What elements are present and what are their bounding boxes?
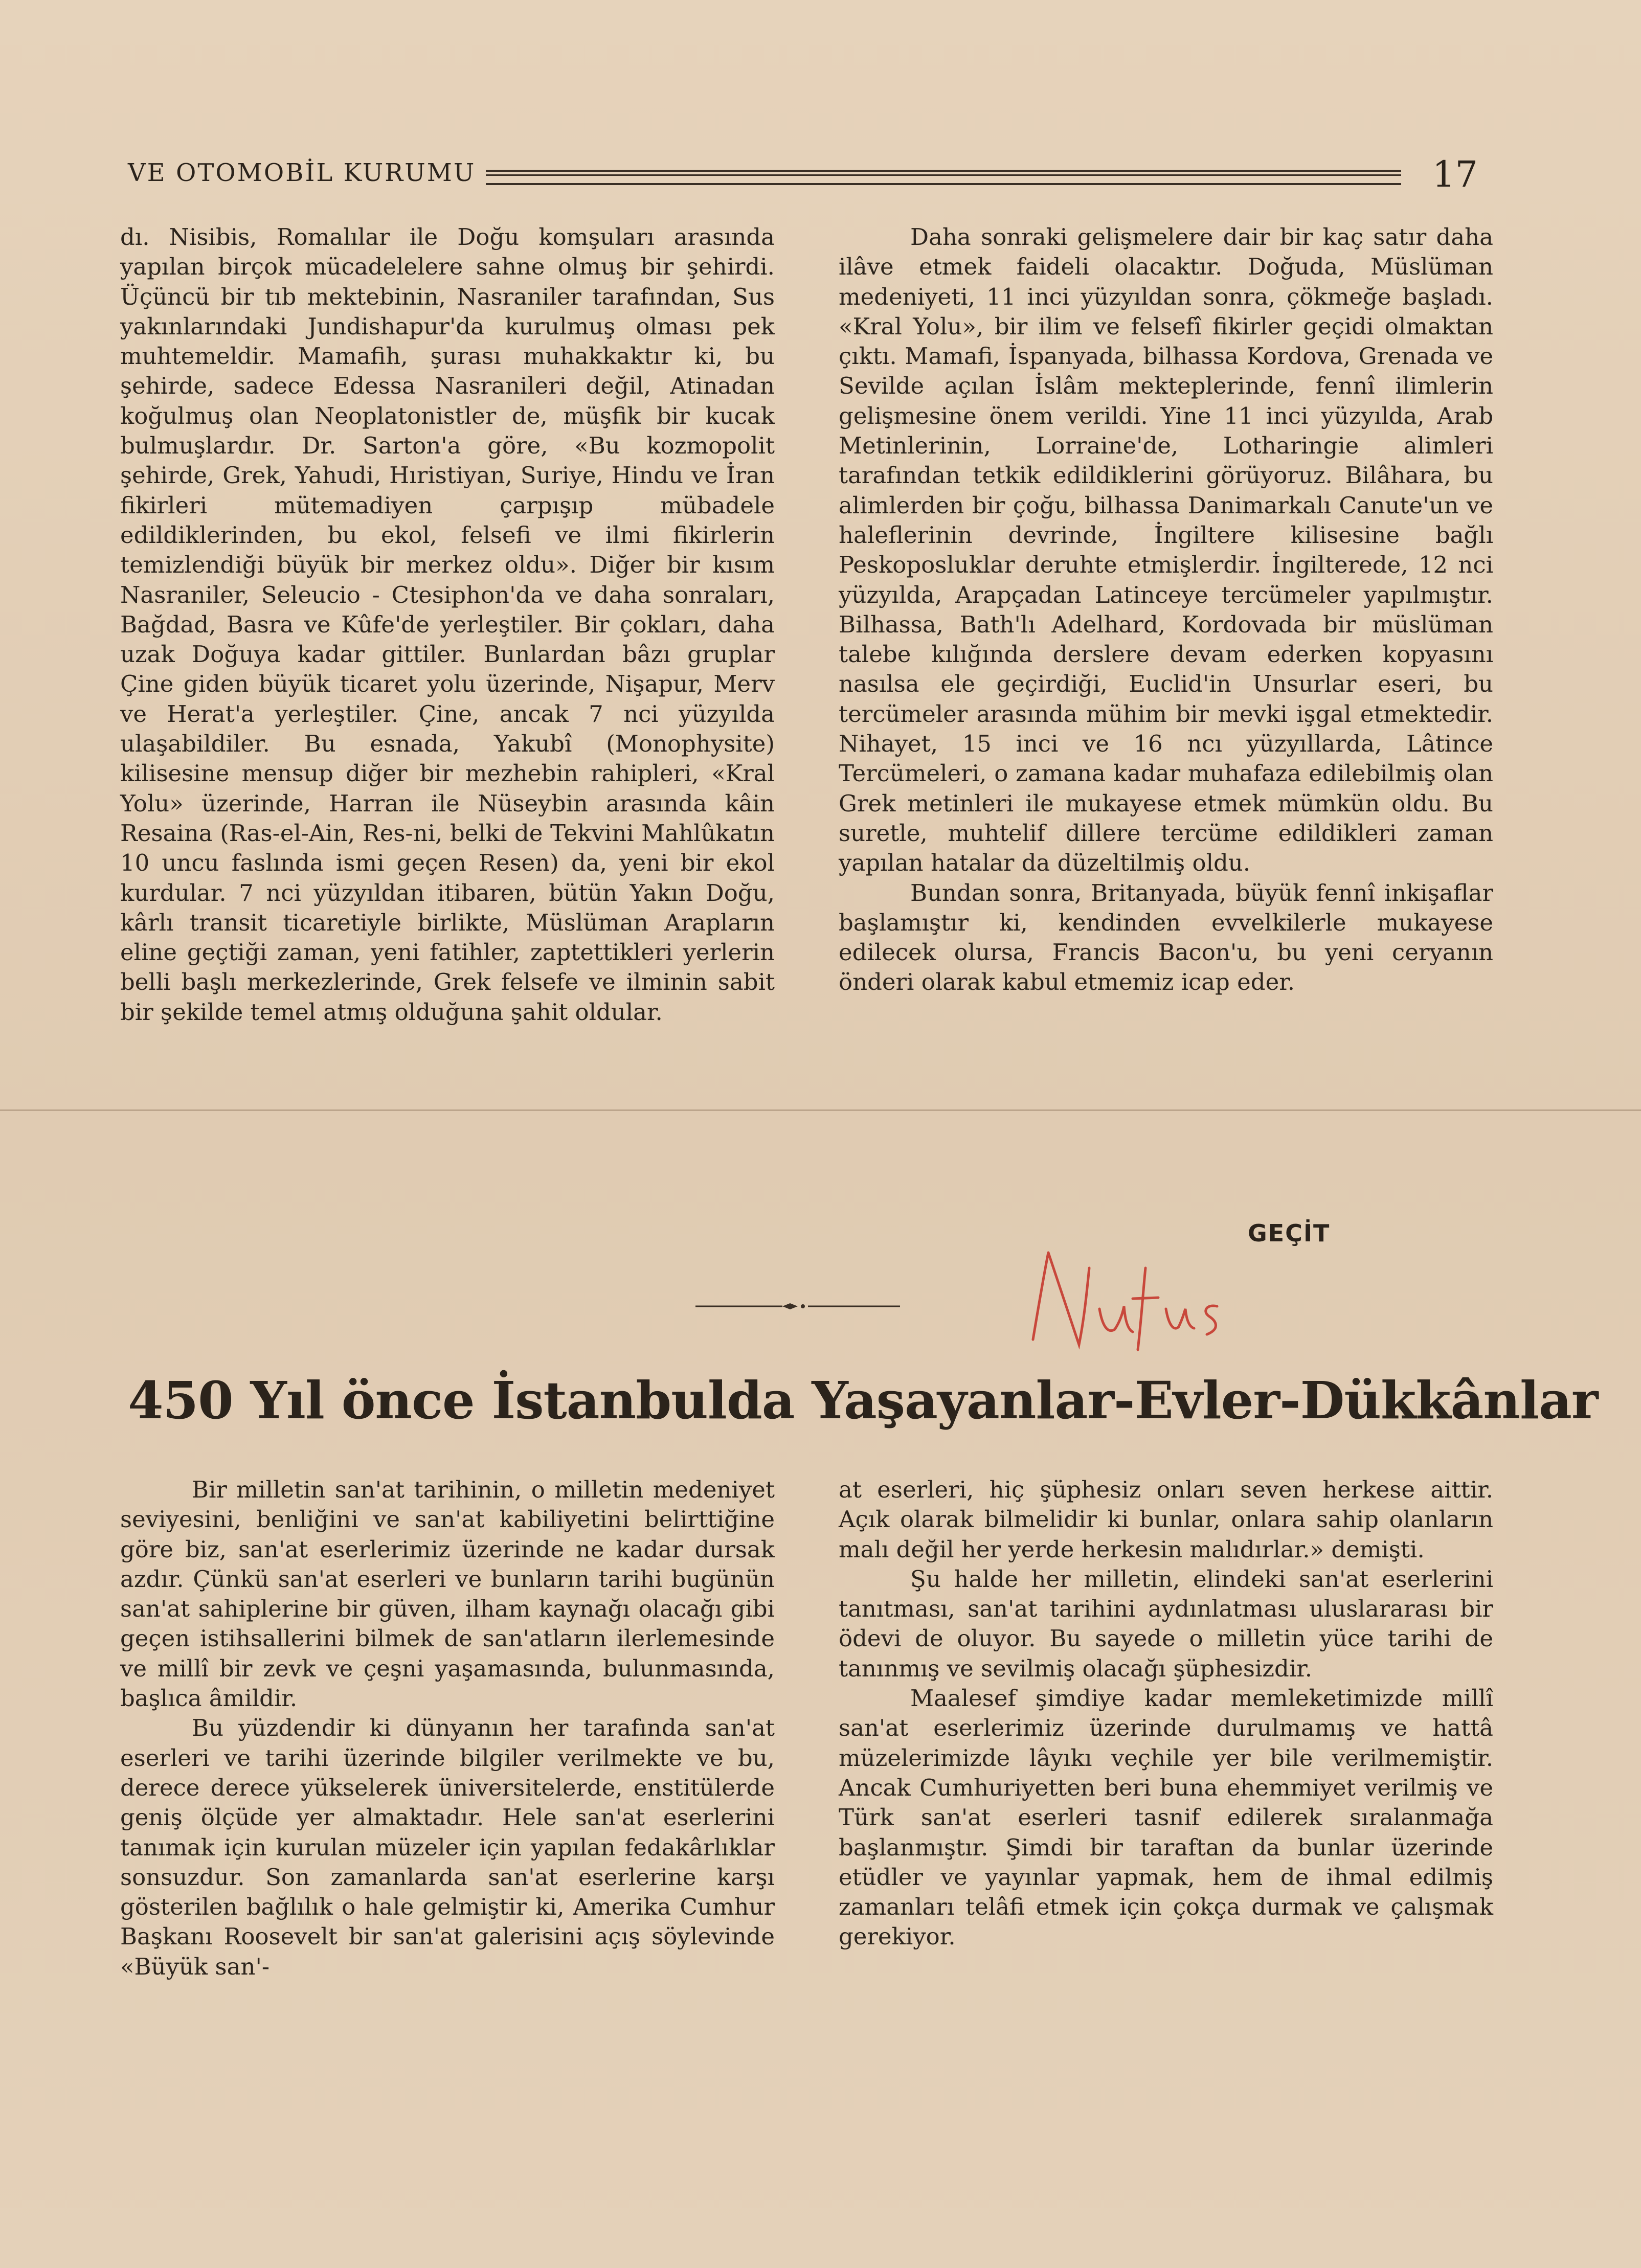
bottom-article-right-column <box>839 1475 1493 2191</box>
paragraph: Şu halde her milletin, elindeki san'at eserlerini tanıtması, san'at tarihini aydınlatması uluslararası bir ödevi de oluyor. Bu sayede o milletin yüce tarihi de tanınmış ve sevilmiş olacağı şüphesizdir. <box>839 1565 1493 1682</box>
page-header <box>128 153 1478 194</box>
section-divider-ornament <box>695 1301 900 1311</box>
top-article-right-column <box>839 222 1493 1224</box>
article-title: 450 Yıl önce İstanbulda Yaşayanlar-Evler-Dükkânlar <box>128 1370 1598 1431</box>
top-article-left-column <box>120 222 775 1255</box>
paragraph: Maalesef şimdiye kadar memleketimizde millî san'at eserlerimiz üzerinde durulmamış ve hattâ müzelerimizde lâyıkı veçhile yer bile verilmemiştir. Ancak Cumhuriyetten beri buna ehemmiyet verilmiş ve Türk san'at eserleri tasnif edilerek sıralanmağa başlanmıştır. Şimdi bir taraftan da bunlar üzerinde etüdler ve yayınlar yapmak, hem de ihmal edilmiş zamanları telâfi etmek için çokça durmak ve çalışmak gerekiyor. <box>839 1685 1493 1951</box>
handwritten-note <box>1023 1237 1238 1360</box>
running-header-title: VE OTOMOBİL KURUMU <box>128 158 476 187</box>
paragraph: dı. Nisibis, Romalılar ile Doğu komşuları arasında yapılan birçok mücadelelere sahne olmuş bir şehirdi. Üçüncü bir tıb mektebinin, Nasraniler tarafından, Sus yakınlarındaki Jundishapur'da kurulmuş olması pek muhtemeldir. Mamafih, şurası muhakkaktır ki, bu şehirde, sadece Edessa Nasranileri değil, Atinadan koğulmuş olan Neoplatonistler de, müşfik bir kucak bulmuşlardır. Dr. Sarton'a göre, «Bu kozmopolit şehirde, Grek, Yahudi, Hıristiyan, Suriye, Hindu ve İran fikirleri mütemadiyen çarpışıp mübadele edildiklerinden, bu ekol, felsefi ve ilmi fikirlerin temizlendiği büyük bir merkez oldu». Diğer bir kısım Nasraniler, Seleucio - Ctesiphon'da ve daha sonraları, Bağdad, Basra ve Kûfe'de yerleştiler. Bir çokları, daha uzak Doğuya kadar gittiler. Bunlardan bâzı gruplar Çine giden büyük ticaret yolu üzerinde, Nişapur, Merv ve Herat'a yerleştiler. Çine, ancak 7 nci yüzyılda ulaşabildiler. Bu esnada, Yakubî (Monophysite) kilisesine mensup diğer bir mezhebin rahipleri, «Kral Yolu» üzerinde, Harran ile Nüseybin arasında kâin Resaina (Ras-el-Ain, Res-ni, belki de Tekvini Mahlûkatın 10 uncu faslında ismi geçen Resen) da, yeni bir ekol kurdular. 7 nci yüzyıldan itibaren, bütün Yakın Doğu, kârlı transit ticaretiyle birlikte, Müslüman Arapların eline geçtiği zaman, yeni fatihler, zaptettikleri yerlerin belli başlı merkezlerinde, Grek felsefe ve ilminin sabit bir şekilde temel atmış olduğuna şahit oldular. <box>120 223 775 1026</box>
paragraph: Bir milletin san'at tarihinin, o milletin medeniyet seviyesini, benliğini ve san'at kabiliyetini belirttiğine göre biz, san'at eserlerimiz üzerinde ne kadar dursak azdır. Çünkü san'at eserleri ve bunların tarihi bugünün san'at sahiplerine bir güven, ilham kaynağı olacağı gibi geçen istihsallerini bilmek de san'atların ilerlemesinde ve millî bir zevk ve çeşni yaşamasında, bulunmasında, başlıca âmildir. <box>120 1476 775 1712</box>
paragraph: Daha sonraki gelişmelere dair bir kaç satır daha ilâve etmek faideli olacaktır. Doğuda, Müslüman medeniyeti, 11 inci yüzyıldan sonra, çökmeğe başladı. «Kral Yolu», bir ilim ve felsefî fikirler geçidi olmaktan çıktı. Mamafi, İspanyada, bilhassa Kordova, Grenada ve Sevilde açılan İslâm mekteplerinde, fennî ilimlerin gelişmesine önem verildi. Yine 11 inci yüzyılda, Arab Metinlerinin, Lorraine'de, Lotharingie alimleri tarafından tetkik edildiklerini görüyoruz. Bilâhara, bu alimlerden bir çoğu, bilhassa Danimarkalı Canute'un ve haleflerinin devrinde, İngiltere kilisesine bağlı Peskoposluklar deruhte etmişlerdir. İngilterede, 12 nci yüzyılda, Arapçadan Latinceye tercümeler yapılmıştır. Bilhassa, Bath'lı Adelhard, Kordovada bir müslüman talebe kılığında derslere devam ederken kopyasını nasılsa ele geçirdiği, Euclid'in Unsurlar eseri, bu tercümeler arasında mühim bir mevki işgal etmektedir. Nihayet, 15 inci ve 16 ncı yüzyıllarda, Lâtince Tercümeleri, o zamana kadar muhafaza edilebilmiş olan Grek metinleri ile mukayese etmek mümkün oldu. Bu suretle, muhtelif dillere tercüme edildikleri zaman yapılan hatalar da düzeltilmiş oldu. <box>839 223 1493 877</box>
page-number: 17 <box>1432 153 1478 195</box>
header-rule <box>486 170 1401 185</box>
author-signature: GEÇİT <box>1248 1219 1331 1247</box>
paragraph: Bundan sonra, Britanyada, büyük fennî inkişaflar başlamıştır ki, kendinden evvelkilerle mukayese edilecek olursa, Francis Bacon'u, bu yeni ceryanın önderi olarak kabul etmemiz icap eder. <box>839 879 1493 996</box>
paragraph: Bu yüzdendir ki dünyanın her tarafında san'at eserleri ve tarihi üzerinde bilgiler verilmekte ve bu, derece derece yükselerek üniversitelerde, enstitülerde geniş ölçüde yer almaktadır. Hele san'at eserlerini tanımak için kurulan müzeler için yapılan fedakârlıklar sonsuzdur. Son zamanlarda san'at eserlerine karşı gösterilen bağlılık o hale gelmiştir ki, Amerika Cumhur Başkanı Roosevelt bir san'at galerisini açış söylevinde «Büyük san'- <box>120 1714 775 1980</box>
paragraph: at eserleri, hiç şüphesiz onları seven herkese aittir. Açık olarak bilmelidir ki bunlar, onlara sahip olanların malı değil her yerde herkesin malıdırlar.» demişti. <box>839 1476 1493 1563</box>
bottom-article-left-column <box>120 1475 775 2191</box>
